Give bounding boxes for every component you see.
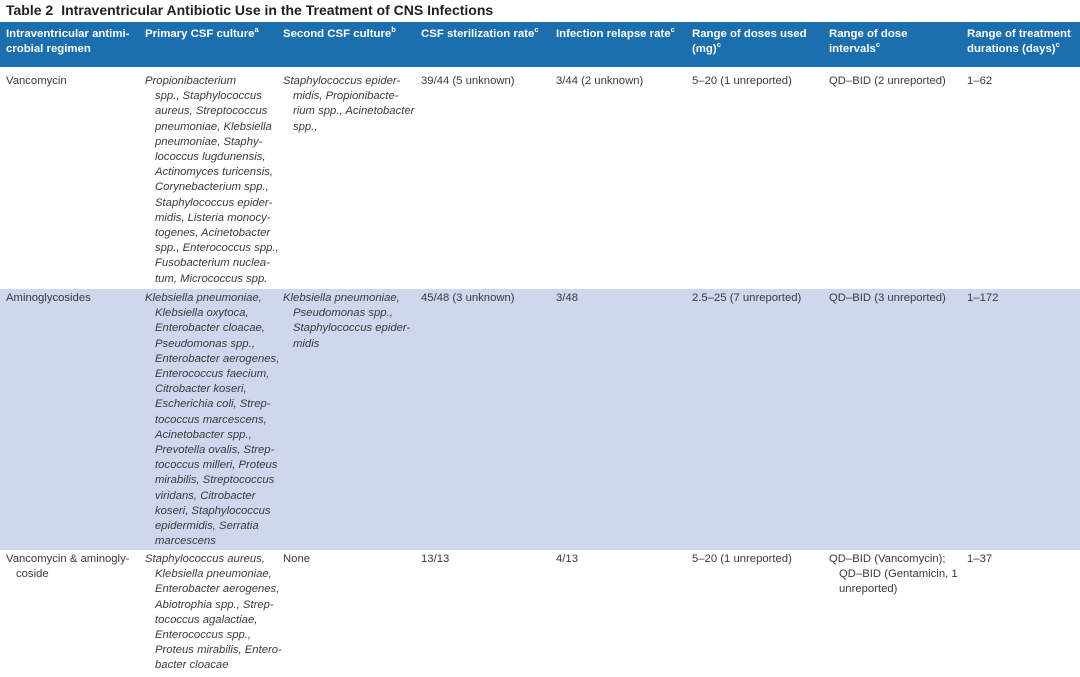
sterilization-rate-cell: 13/13 (421, 553, 450, 565)
table-row (0, 67, 1080, 289)
regimen-cell: Aminoglycosides (6, 292, 91, 304)
second-culture-cell: Staphylococcus epider- midis, Propionibacte- rium spp., Acinetobacter spp., (283, 75, 415, 133)
header-relapse-rate: Infection relapse rate$^c$ (556, 25, 675, 40)
header-dose-range: Range of doses used (mg)$^c$ (692, 28, 807, 55)
second-culture-cell: Klebsiella pneumoniae, Pseudomonas spp., Staphylococcus epider- midis (283, 292, 411, 350)
primary-culture-cell: Propionibacterium spp., Staphylococcus aureus, Streptococcus pneumoniae, Klebsiella pneumoniae, Staphy- lococcus lugdunensis, Actinomyces turicensis, Corynebacterium spp., Staphylococcus epider- midis, Listeria monocy- togenes, Acinetobacter spp., Enterococcus spp., Fusobacterium nuclea- tum, Micrococcus spp. (145, 75, 279, 285)
dose-range-cell: 2.5–25 (7 unreported) (692, 292, 802, 304)
table-number: Table 2 (6, 2, 54, 18)
dose-intervals-cell: QD–BID (2 unreported) (829, 75, 946, 87)
sterilization-rate-cell: 45/48 (3 unknown) (421, 292, 515, 304)
header-second-culture: Second CSF culture$^b$ (283, 25, 396, 40)
dose-intervals-cell: QD–BID (Vancomycin); QD–BID (Gentamicin, 1 unreported) (829, 553, 958, 596)
relapse-rate-cell: 4/13 (556, 553, 578, 565)
header-dose-intervals: Range of dose intervals$^c$ (829, 28, 908, 55)
relapse-rate-cell: 3/44 (2 unknown) (556, 75, 644, 87)
relapse-rate-cell: 3/48 (556, 292, 578, 304)
sterilization-rate-cell: 39/44 (5 unknown) (421, 75, 515, 87)
header-primary-culture: Primary CSF culture$^a$ (145, 25, 259, 40)
header-sterilization-rate: CSF sterilization rate$^c$ (421, 25, 539, 40)
primary-culture-cell: Klebsiella pneumoniae, Klebsiella oxytoca, Enterobacter cloacae, Pseudomonas spp., Enterobacter aerogenes, Enterococcus faecium, Citrobacter koseri, Escherichia coli, Strep- tococcus marcescens, Acinetobacter spp., Prevotella ovalis, Strep- tococcus milleri, Proteus mirabilis, Streptococcus viridans, Citrobacter koseri, Staphylococcus epidermidis, Serratia marcescens (145, 292, 280, 548)
regimen-cell: Vancomycin (6, 75, 67, 87)
table-row (0, 550, 1080, 677)
table-caption: Intraventricular Antibiotic Use in the Treatment of CNS Infections (61, 2, 494, 18)
table-row (0, 289, 1080, 550)
treatment-durations-cell: 1–62 (967, 75, 993, 87)
regimen-cell: Vancomycin & aminogly- coside (6, 553, 130, 581)
treatment-durations-cell: 1–37 (967, 553, 993, 565)
dose-range-cell: 5–20 (1 unreported) (692, 75, 792, 87)
table-header (0, 22, 1080, 67)
treatment-durations-cell: 1–172 (967, 292, 999, 304)
header-regimen: Intraventricular antimi- crobial regimen (6, 28, 130, 55)
second-culture-cell: None (283, 553, 311, 565)
dose-intervals-cell: QD–BID (3 unreported) (829, 292, 946, 304)
table-title (6, 0, 493, 20)
dose-range-cell: 5–20 (1 unreported) (692, 553, 792, 565)
header-treatment-durations: Range of treatment durations (days)$^c$ (967, 28, 1071, 55)
primary-culture-cell: Staphylococcus aureus, Klebsiella pneumoniae, Enterobacter aerogenes, Abiotrophia spp., Strep- tococcus agalactiae, Enterococcus spp., Proteus mirabilis, Entero- bacter cloacae (145, 553, 282, 672)
